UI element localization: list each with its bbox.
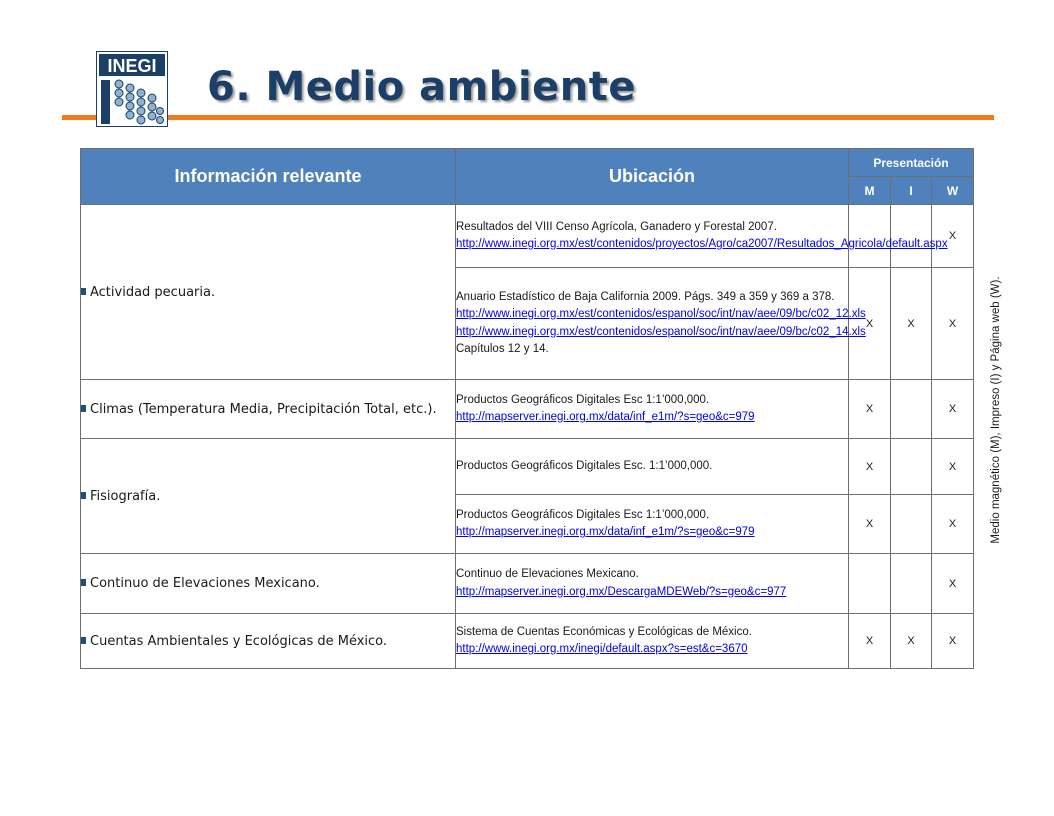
mark-w: X: [932, 205, 974, 268]
mark-i: [891, 554, 932, 614]
topic-cell: [81, 439, 456, 554]
location-cell: [456, 614, 849, 669]
inegi-logo: [96, 51, 168, 127]
bullet-icon: [81, 288, 86, 295]
logo-text: INEGI: [107, 56, 157, 76]
source-text: Productos Geográficos Digitales Esc. 1:1’000,000.: [456, 459, 713, 472]
topic-label: Cuentas Ambientales y Ecológicas de México.: [90, 633, 388, 649]
table-row: [81, 380, 974, 439]
page-title: 6. Medio ambiente: [207, 64, 637, 110]
source-text: Resultados del VIII Censo Agrícola, Ganadero y Forestal 2007.: [456, 220, 777, 233]
header-divider: [62, 115, 994, 120]
presentation-legend: Medio magnético (M), Impreso (I) y Página web (W).: [990, 276, 1002, 544]
mark-w: X: [932, 614, 974, 669]
mark-i: [891, 205, 932, 268]
mark-m: X: [849, 614, 891, 669]
source-text: Anuario Estadístico de Baja California 2009. Págs. 349 a 359 y 369 a 378.: [456, 290, 835, 303]
topic-label: Continuo de Elevaciones Mexicano.: [90, 576, 320, 591]
source-text: Sistema de Cuentas Económicas y Ecológicas de México.: [456, 625, 752, 638]
mark-w: X: [932, 268, 974, 380]
source-link[interactable]: http://www.inegi.org.mx/est/contenidos/espanol/soc/int/nav/aee/09/bc/c02_14.xls: [456, 325, 866, 338]
source-text: Continuo de Elevaciones Mexicano.: [456, 568, 639, 580]
location-cell: [456, 495, 849, 554]
mark-m: [849, 554, 891, 614]
column-header-info: Información relevante: [81, 149, 456, 205]
column-header-w: W: [932, 177, 974, 205]
source-link[interactable]: http://mapserver.inegi.org.mx/data/inf_e1m/?s=geo&c=979: [456, 411, 755, 423]
source-text: Productos Geográficos Digitales Esc 1:1’000,000.: [456, 393, 710, 406]
bullet-icon: [81, 579, 86, 586]
source-text: Productos Geográficos Digitales Esc 1:1’000,000.: [456, 508, 710, 521]
location-cell: [456, 380, 849, 439]
mark-w: X: [932, 554, 974, 614]
source-note: Capítulos 12 y 14.: [456, 343, 549, 355]
topic-label: Fisiografía.: [90, 488, 161, 504]
mark-i: [891, 380, 932, 439]
location-cell: [456, 554, 849, 614]
topic-cell: [81, 380, 456, 439]
mark-w: X: [932, 495, 974, 554]
source-link[interactable]: http://www.inegi.org.mx/est/contenidos/espanol/soc/int/nav/aee/09/bc/c02_12.xls: [456, 308, 866, 320]
table-row: [81, 554, 974, 614]
mark-i: [891, 495, 932, 554]
mark-m: X: [849, 495, 891, 554]
location-cell: [456, 205, 948, 268]
bullet-icon: [81, 637, 86, 644]
table-row: [81, 205, 974, 268]
source-link[interactable]: http://mapserver.inegi.org.mx/data/inf_e1m/?s=geo&c=979: [456, 526, 755, 538]
column-header-presentation: Presentación: [849, 149, 974, 177]
mark-i: [891, 439, 932, 495]
location-cell: [456, 268, 866, 380]
topic-cell: [81, 614, 456, 669]
mark-m: X: [849, 380, 891, 439]
column-header-location: Ubicación: [456, 149, 849, 205]
mark-m: X: [849, 268, 891, 380]
topic-cell: [81, 554, 456, 614]
mark-m: [849, 205, 891, 268]
mark-m: X: [849, 439, 891, 495]
source-link[interactable]: http://www.inegi.org.mx/inegi/default.aspx?s=est&c=3670: [456, 643, 748, 655]
topic-label: Actividad pecuaria.: [90, 284, 216, 300]
table-row: [81, 614, 974, 669]
bullet-icon: [81, 405, 86, 412]
bullet-icon: [81, 492, 86, 499]
source-link[interactable]: http://mapserver.inegi.org.mx/DescargaMDEWeb/?s=geo&c=977: [456, 585, 787, 598]
mark-i: X: [891, 268, 932, 380]
mark-w: X: [932, 439, 974, 495]
mark-i: X: [891, 614, 932, 669]
source-link[interactable]: http://www.inegi.org.mx/est/contenidos/proyectos/Agro/ca2007/Resultados_Agricola/default.aspx: [456, 238, 948, 250]
column-header-i: I: [891, 177, 932, 205]
table-row: [81, 439, 974, 495]
topic-label: Climas (Temperatura Media, Precipitación Total, etc.).: [90, 401, 437, 417]
column-header-m: M: [849, 177, 891, 205]
location-cell: [456, 439, 849, 495]
mark-w: X: [932, 380, 974, 439]
topic-cell: [81, 205, 456, 380]
information-table: [80, 148, 974, 669]
